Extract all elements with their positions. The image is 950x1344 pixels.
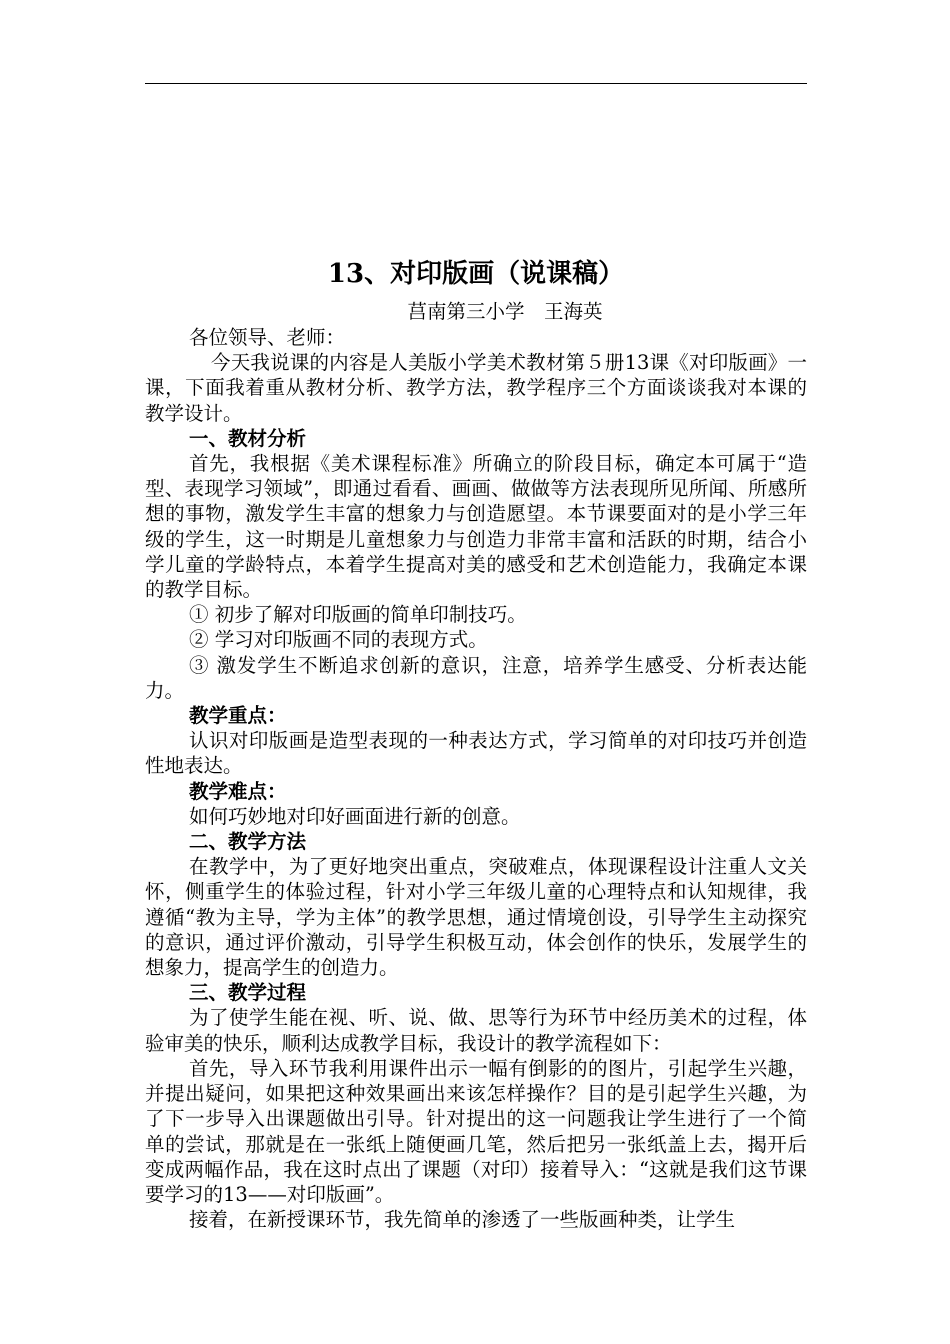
greeting: 各位领导、老师： (189, 326, 346, 349)
goal-item: ③ 激发学生不断追求创新的意识，注意，培养学生感受、分析表达能力。 (145, 653, 807, 702)
header-rule (145, 83, 807, 84)
goal-item: ① 初步了解对印版画的简单印制技巧。 (189, 603, 527, 627)
document-body (145, 254, 807, 1232)
intro-paragraph: 今天我说课的内容是人美版小学美术教材第５册13课《对印版画》一课，下面我着重从教材分析、教学方法，教学程序三个方面谈谈我对本课的教学设计。 (145, 351, 807, 425)
doc-title: 13、对印版画（说课稿） (327, 259, 625, 289)
paragraph: 首先，我根据《美术课程标准》所确立的阶段目标，确定本可属于“造型、表现学习领域”，即通过看看、画画、做做等方法表现所见所闻、所感所想的事物，激发学生丰富的想象力与创造愿望。本节课要面对的是小学三年级的学生，这一时期是儿童想象力与创造力非常丰富和活跃的时期，结合小学儿童的学龄特点，本着学生提高对美的感受和艺术创造能力，我确定本课的教学目标。 (145, 452, 807, 602)
paragraph: 接着，在新授课环节，我先简单的渗透了一些版画种类，让学生 (189, 1208, 736, 1232)
paragraph: 为了使学生能在视、听、说、做、思等行为环节中经历美术的过程，体验审美的快乐，顺利达成教学目标，我设计的教学流程如下： (145, 1006, 807, 1055)
paragraph: 认识对印版画是造型表现的一种表达方式，学习简单的对印技巧并创造性地表达。 (145, 729, 807, 778)
paragraph: 如何巧妙地对印好画面进行新的创意。 (189, 804, 521, 828)
paragraph: 在教学中，为了更好地突出重点，突破难点，体现课程设计注重人文关怀，侧重学生的体验过程，针对小学三年级儿童的心理特点和认知规律，我遵循“教为主导，学为主体”的教学思想，通过情境创设，引导学生主动探究的意识，通过评价激动，引导学生积极互动，体会创作的快乐，发展学生的想象力，提高学生的创造力。 (145, 855, 807, 980)
doc-author: 莒南第三小学 王海英 (407, 300, 603, 323)
difficulty-heading: 教学难点： (189, 779, 287, 803)
paragraph: 首先，导入环节我利用课件出示一幅有倒影的的图片，引起学生兴趣，并提出疑问，如果把这种效果画出来该怎样操作？目的是引起学生兴趣，为了下一步导入出课题做出引导。针对提出的这一问题我让学生进行了一个简单的尝试，那就是在一张纸上随便画几笔，然后把另一张纸盖上去，揭开后变成两幅作品，我在这时点出了课题（对印）接着导入：“这就是我们这节课要学习的13——对印版画”。 (145, 1056, 807, 1206)
section-heading-3: 三、教学过程 (189, 981, 307, 1005)
section-heading-2: 二、教学方法 (189, 830, 307, 854)
key-point-heading: 教学重点： (189, 704, 287, 728)
goal-item: ② 学习对印版画不同的表现方式。 (189, 628, 488, 652)
section-heading-1: 一、教材分析 (189, 426, 307, 450)
